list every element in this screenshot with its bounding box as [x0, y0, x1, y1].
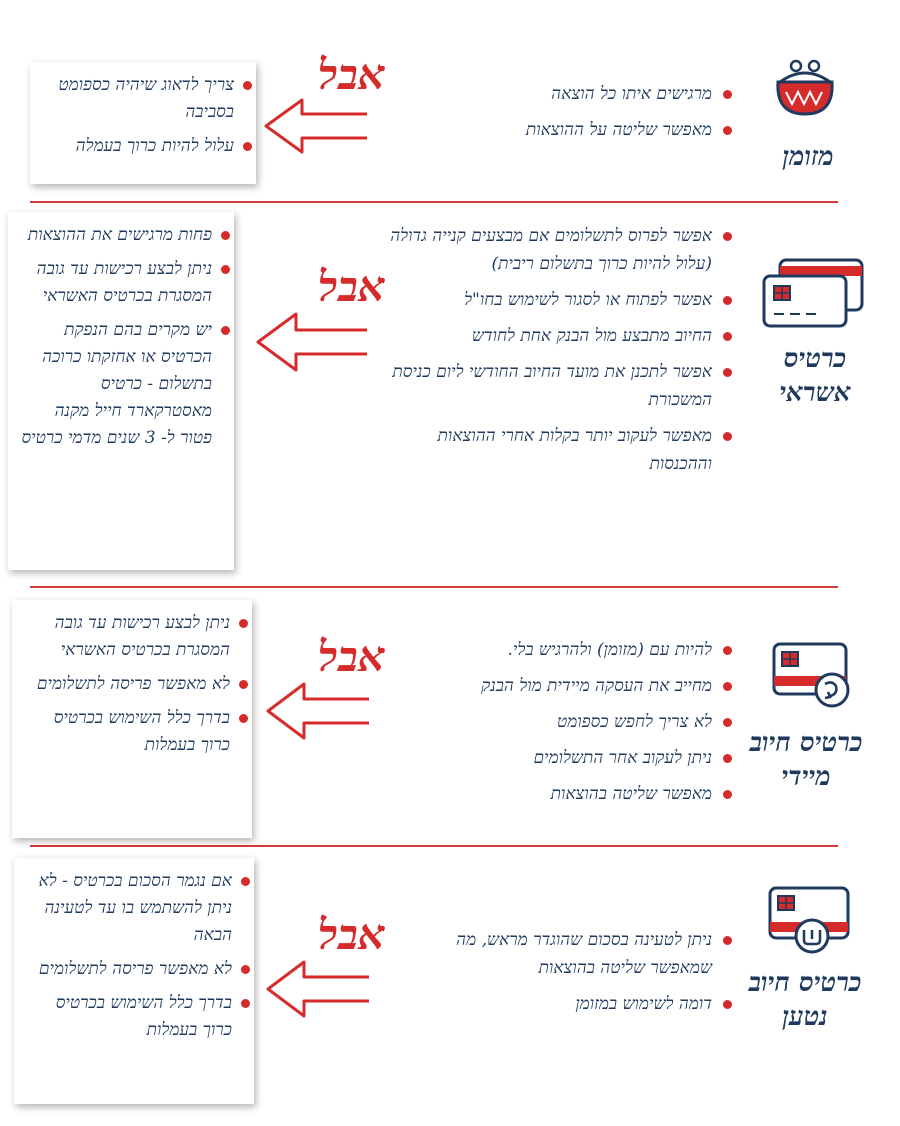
method-label: כרטיס חיוב מיידי	[749, 728, 863, 792]
con-item: לא מאפשר פריסה לתשלומים	[22, 671, 230, 698]
pro-item: להיות עם (מזומן) ולהרגיש בלי.	[402, 636, 712, 664]
pros-list	[402, 636, 712, 816]
con-item: פחות מרגישים את ההוצאות	[18, 222, 212, 249]
cons-note	[8, 212, 234, 570]
arrow-left-icon	[262, 96, 372, 156]
method-label: כרטיס חיוב נטען	[748, 968, 862, 1032]
con-item: אם נגמר הסכום בכרטיס - לא ניתן להשתמש בו עד לטעינה הבאה	[24, 868, 232, 949]
method-label: מזומן	[782, 142, 834, 172]
pro-item: ניתן לטעינה בסכום שהוגדר מראש, מה שמאפשר שליטה בהוצאות	[404, 926, 712, 982]
pros-list	[404, 926, 712, 1026]
cons-note	[14, 858, 254, 1104]
section-divider	[30, 201, 838, 203]
arrow-left-icon	[264, 958, 374, 1020]
credit-cards-icon	[760, 256, 866, 330]
pro-item: מרגישים איתו כל הוצאה	[420, 80, 712, 108]
pro-item: אפשר לפרוס לתשלומים אם מבצעים קנייה גדולה (עלול להיות כרוך בתשלום ריבית)	[382, 222, 712, 278]
con-item: יש מקרים בהם הנפקת הכרטיס או אחזקתו כרוכה בתשלום - כרטיס מאסטרקארד חייל מקנה פטור ל- 3 שנים מדמי כרטיס	[18, 317, 212, 452]
section-divider	[30, 845, 838, 847]
pro-item: מאפשר שליטה על ההוצאות	[420, 116, 712, 144]
arrow-left-icon	[264, 680, 374, 742]
con-item: בדרך כלל השימוש בכרטיס כרוך בעמלות	[22, 705, 230, 759]
pro-item: מחייב את העסקה מיידית מול הבנק	[402, 672, 712, 700]
pro-item: מאפשר שליטה בהוצאות	[402, 780, 712, 808]
con-item: צריך לדאוג שיהיה כספומט בסביבה	[40, 72, 234, 126]
pro-item: ניתן לעקוב אחר התשלומים	[402, 744, 712, 772]
prepaid-card-icon	[766, 884, 856, 958]
debit-card-icon	[770, 640, 860, 712]
con-item: בדרך כלל השימוש בכרטיס כרוך בעמלות	[24, 990, 232, 1044]
pro-item: דומה לשימוש במזומן	[404, 990, 712, 1018]
pro-item: מאפשר לעקוב יותר בקלות אחרי ההוצאות וההכנסות	[382, 422, 712, 478]
arrow-left-icon	[254, 310, 372, 374]
method-label: כרטיס אשראי	[779, 344, 851, 408]
section-divider	[30, 586, 838, 588]
but-label: אבל	[318, 50, 385, 99]
but-label: אבל	[318, 910, 385, 959]
con-item: עלול להיות כרוך בעמלה	[40, 133, 234, 160]
con-item: ניתן לבצע רכישות עד גובה המסגרת בכרטיס האשראי	[22, 610, 230, 664]
pro-item: אפשר לפתוח או לסגור לשימוש בחו"ל	[382, 286, 712, 314]
pro-item: החיוב מתבצע מול הבנק אחת לחודש	[382, 322, 712, 350]
con-item: לא מאפשר פריסה לתשלומים	[24, 956, 232, 983]
pros-list	[382, 222, 712, 486]
con-item: ניתן לבצע רכישות עד גובה המסגרת בכרטיס האשראי	[18, 256, 212, 310]
cons-note	[30, 62, 256, 184]
cons-note	[12, 600, 252, 838]
pro-item: לא צריך לחפש כספומט	[402, 708, 712, 736]
but-label: אבל	[318, 262, 385, 311]
pros-list	[420, 80, 712, 152]
pro-item: אפשר לתכנן את מועד החיוב החודשי ליום כניסת המשכורת	[382, 358, 712, 414]
coin-purse-icon	[772, 56, 840, 120]
but-label: אבל	[318, 632, 385, 681]
